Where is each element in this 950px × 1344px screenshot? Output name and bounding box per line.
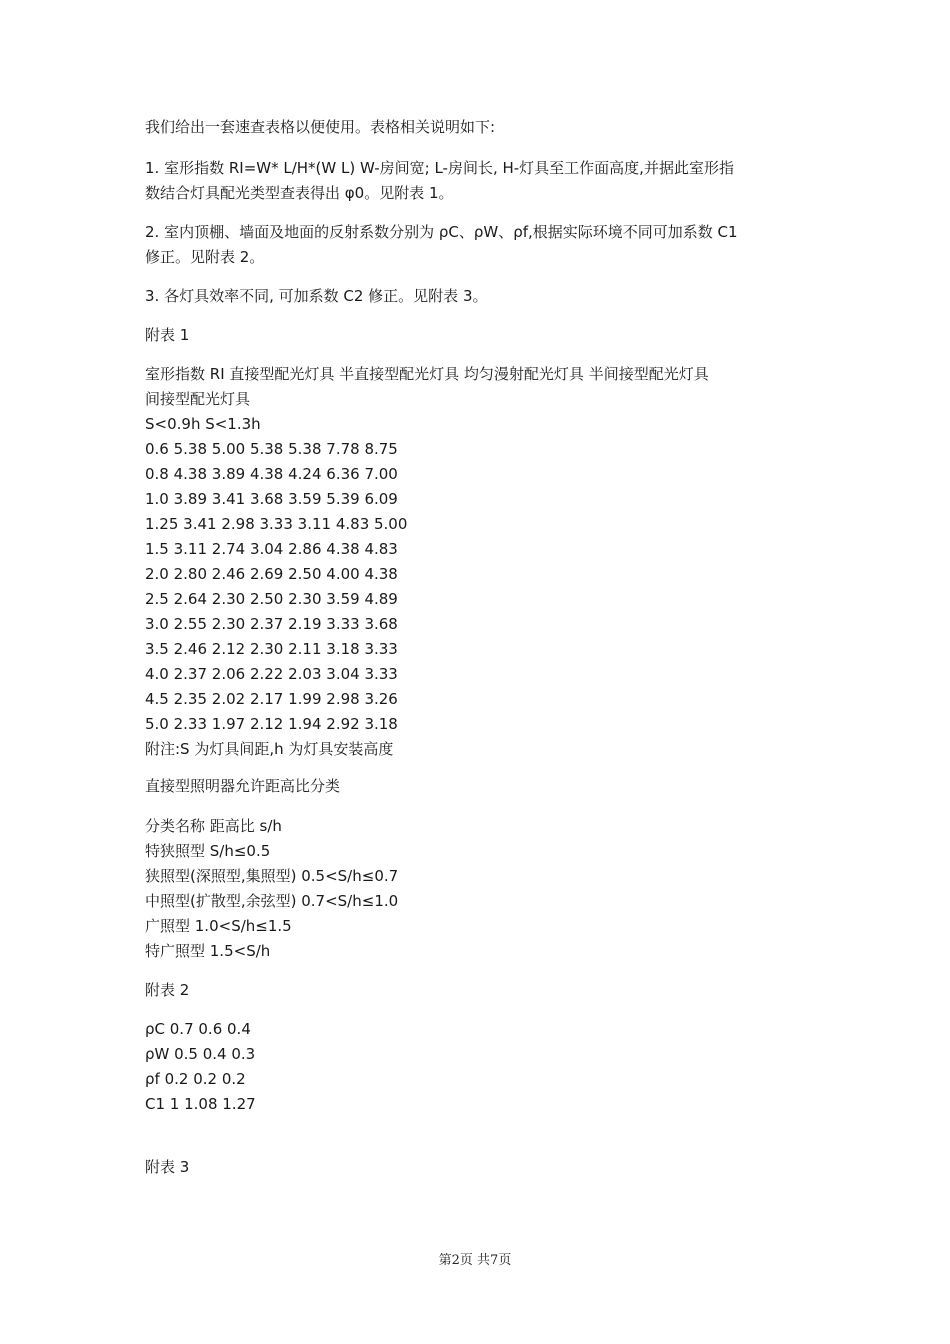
table1-header-line-3: S<0.9h S<1.3h [145, 415, 261, 433]
table1-note: 附注:S 为灯具间距,h 为灯具安装高度 [145, 740, 394, 758]
item-2 [145, 220, 805, 270]
table1-title: 附表 1 [145, 326, 190, 344]
table-row: 1.5 3.11 2.74 3.04 2.86 4.38 4.83 [145, 540, 398, 558]
classification-title: 直接型照明器允许距高比分类 [145, 777, 341, 795]
table1-header-line-2: 间接型配光灯具 [145, 390, 251, 408]
table-row: 广照型 1.0<S/h≤1.5 [145, 917, 292, 935]
item-3: 3. 各灯具效率不同, 可加系数 C2 修正。见附表 3。 [145, 287, 488, 305]
page-footer: 第2页 共7页 [438, 1253, 512, 1268]
table2-title: 附表 2 [145, 981, 190, 999]
table-row: ρC 0.7 0.6 0.4 [145, 1020, 251, 1038]
table-row: C1 1 1.08 1.27 [145, 1095, 256, 1113]
item-2-line-1: 2. 室内顶棚、墙面及地面的反射系数分别为 ρC、ρW、ρf,根据实际环境不同可加系数 C1 [145, 223, 738, 241]
item-2-line-2: 修正。见附表 2。 [145, 248, 265, 266]
table-row: 中照型(扩散型,余弦型) 0.7<S/h≤1.0 [145, 892, 399, 910]
table-row: 狭照型(深照型,集照型) 0.5<S/h≤0.7 [145, 867, 399, 885]
table-row: 4.5 2.35 2.02 2.17 1.99 2.98 3.26 [145, 690, 398, 708]
table-row: 2.5 2.64 2.30 2.50 2.30 3.59 4.89 [145, 590, 398, 608]
table-row: ρf 0.2 0.2 0.2 [145, 1070, 246, 1088]
table-row: 特广照型 1.5<S/h [145, 942, 271, 960]
table-row: 2.0 2.80 2.46 2.69 2.50 4.00 4.38 [145, 565, 398, 583]
classification-table [145, 814, 805, 964]
table1-header-line-1: 室形指数 RI 直接型配光灯具 半直接型配光灯具 均匀漫射配光灯具 半间接型配光灯具 [145, 365, 709, 383]
table-row: 5.0 2.33 1.97 2.12 1.94 2.92 3.18 [145, 715, 398, 733]
item-1-line-2: 数结合灯具配光类型查表得出 φ0。见附表 1。 [145, 184, 454, 202]
table-row: 分类名称 距高比 s/h [145, 817, 282, 835]
table-row: 0.6 5.38 5.00 5.38 5.38 7.78 8.75 [145, 440, 398, 458]
table3-title: 附表 3 [145, 1158, 190, 1176]
intro-paragraph: 我们给出一套速查表格以便使用。表格相关说明如下: [145, 118, 496, 136]
table-row: ρW 0.5 0.4 0.3 [145, 1045, 256, 1063]
table-row: 4.0 2.37 2.06 2.22 2.03 3.04 3.33 [145, 665, 398, 683]
item-1-line-1: 1. 室形指数 RI=W* L/H*(W L) W-房间宽; L-房间长, H-灯具至工作面高度,并据此室形指 [145, 159, 734, 177]
table-row: 3.5 2.46 2.12 2.30 2.11 3.18 3.33 [145, 640, 398, 658]
table-row: 1.0 3.89 3.41 3.68 3.59 5.39 6.09 [145, 490, 398, 508]
item-1 [145, 156, 805, 206]
table-row: 0.8 4.38 3.89 4.38 4.24 6.36 7.00 [145, 465, 398, 483]
table-row: 1.25 3.41 2.98 3.33 3.11 4.83 5.00 [145, 515, 408, 533]
table1 [145, 362, 805, 762]
table-row: 3.0 2.55 2.30 2.37 2.19 3.33 3.68 [145, 615, 398, 633]
table2 [145, 1017, 805, 1117]
table-row: 特狭照型 S/h≤0.5 [145, 842, 271, 860]
